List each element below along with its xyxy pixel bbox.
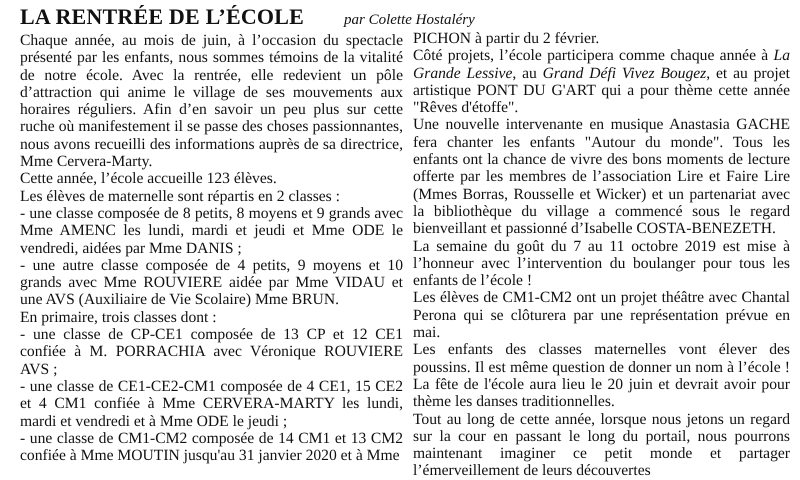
projects-text-end: , et au projet artistique PONT DU G'ART qui a pour thème cette année "Rêves d'étoffe". xyxy=(413,64,790,117)
paragraph-chicks-festival: Les enfants des classes maternelles vont élever des poussins. Il est même question de donner un nom à l’école ! La fête de l'école aura lieu le 20 juin et devrait avoir pour thème les danses traditionnelles. xyxy=(413,341,790,411)
paragraph-theatre: Les élèves de CM1-CM2 ont un projet théâtre avec Chantal Perona qui se clôturera par une représentation prévue en mai. xyxy=(413,289,790,342)
paragraph-projects xyxy=(413,47,790,116)
projects-text-mid: , au xyxy=(512,64,543,82)
right-column xyxy=(413,30,790,480)
paragraph-music-reading: Une nouvelle intervenante en musique Anastasia GACHE fera chanter les enfants "Autour du monde". Tous les enfants ont la chance de vivre des bons moments de lecture offerte par les membres de l’association Lire et Faire Lire (Mmes Borras, Rousselle et Wicker) et un partenariat avec la bibliothèque du village a commencé sous le regard bienveillant et passionné d’Isabelle COSTA-BENEZETH. xyxy=(413,116,790,238)
paragraph-continuation: PICHON à partir du 2 février. xyxy=(413,30,600,47)
paragraph-primary-class-3: - une classe de CM1-CM2 composée de 14 CM1 et 13 CM2 confiée à Mme MOUTIN jusqu'au 31 janvier 2020 et à Mme xyxy=(20,429,403,465)
paragraph-kindergarten: Les élèves de maternelle sont répartis en 2 classes : xyxy=(20,187,340,205)
paragraph-conclusion: Tout au long de cette année, lorsque nous jetons un regard sur la cour en passant le long du portail, nous pourrons maintenant imaginer ce petit monde et partager l’émerveillement de leurs découvertes xyxy=(413,410,790,480)
paragraph-primary-class-2: - une classe de CE1-CE2-CM1 composée de 4 CE1, 15 CE2 et 4 CM1 confiée à Mme CERVERA-MARTY les lundi, mardi et vendredi et à Mme ODE le jeudi ; xyxy=(20,377,403,430)
article-byline: par Colette Hostaléry xyxy=(343,12,475,28)
article-header xyxy=(20,4,475,34)
paragraph-kindergarten-class-2: - une autre classe composée de 4 petits, 9 moyens et 10 grands avec Mme ROUVIERE aidée par Mme VIDAU et une AVS (Auxiliaire de Vie Scolaire) Mme BRUN. xyxy=(20,256,403,309)
project-grand-defi: Grand Défi Vivez Bougez xyxy=(542,64,707,82)
paragraph-taste-week: La semaine du goût du 7 au 11 octobre 2019 est mise à l’honneur avec l’intervention du boulanger pour tous les enfants de l’école ! xyxy=(413,237,790,290)
projects-text-start: Côté projets, l’école participera comme chaque année à xyxy=(413,47,774,65)
paragraph-intro: Chaque année, au mois de juin, à l’occasion du spectacle présenté par les enfants, nous sommes témoins de la vitalité de notre école. Avec la rentrée, elle redevient un pôle d’attraction qui anime le village de ses mouvements aux horaires réguliers. Afin d’en savoir un peu plus sur cette ruche où manifestement il se passe des choses passionnantes, nous avons recueilli des informations auprès de sa directrice, Mme Cervera-Marty. xyxy=(20,32,403,171)
paragraph-student-count: Cette année, l’école accueille 123 élèves. xyxy=(20,170,277,188)
project-grande-lessive: La Grande Lessive xyxy=(413,47,790,82)
left-column xyxy=(20,32,403,464)
article-title: LA RENTRÉE DE L’ÉCOLE xyxy=(20,4,304,29)
paragraph-primary-class-1: - une classe de CP-CE1 composée de 13 CP et 12 CE1 confiée à M. PORRACHIA avec Véronique ROUVIERE AVS ; xyxy=(20,326,403,378)
paragraph-primary: En primaire, trois classes dont : xyxy=(20,308,217,326)
paragraph-kindergarten-class-1: - une classe composée de 8 petits, 8 moyens et 9 grands avec Mme AMENC les lundi, mardi et jeudi et Mme ODE le vendredi, aidées par Mme DANIS ; xyxy=(20,204,403,257)
